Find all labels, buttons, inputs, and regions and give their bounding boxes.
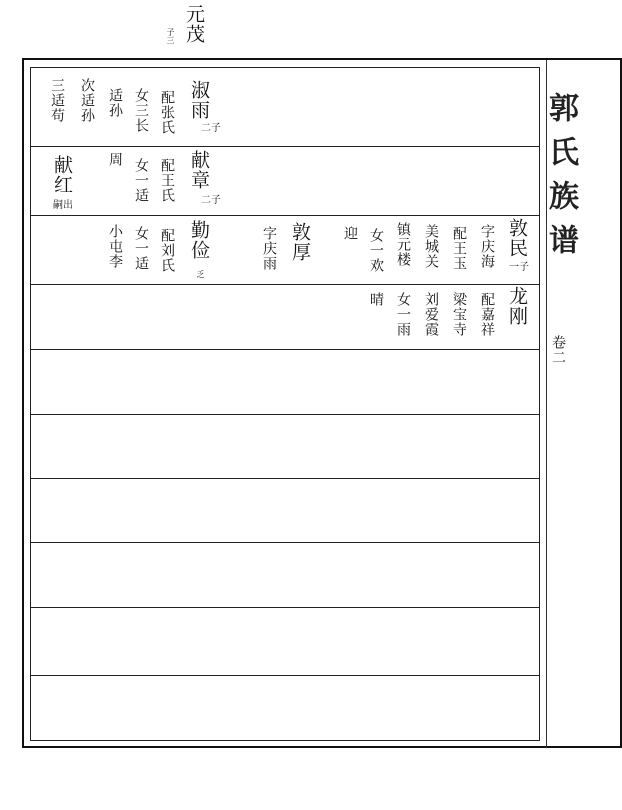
entry-name: 敦民	[506, 218, 528, 258]
entry-daughter-spouse: 小屯李	[107, 224, 123, 269]
row-divider	[30, 542, 540, 543]
row-divider	[30, 478, 540, 479]
entry-daughter: 女三长	[133, 88, 149, 133]
entry-spouse: 配张氏	[159, 90, 175, 135]
row-divider	[30, 675, 540, 676]
descendant-note: 嗣出	[53, 200, 73, 211]
entry-sons: 一子	[509, 262, 529, 273]
entry-daughter-spouse: 镇元楼	[395, 222, 411, 267]
entry-daughter-2: 次适孙	[79, 78, 95, 123]
entry-courtesy-name: 字庆海	[479, 224, 495, 269]
ancestor-sons-note: 子三	[166, 28, 175, 44]
entry-name: 勤俭	[188, 220, 210, 260]
row-divider	[30, 414, 540, 415]
son-daughter-end: 晴	[368, 292, 384, 307]
son-spouse: 配嘉祥	[479, 292, 495, 337]
entry-daughter: 女一适	[133, 226, 149, 271]
entry-courtesy-name: 字庆雨	[261, 226, 277, 271]
son-spouse-name: 刘爱霞	[423, 292, 439, 337]
ancestor-name: 元茂	[183, 4, 205, 44]
row-divider	[30, 349, 540, 350]
entry-name: 淑雨	[188, 80, 210, 120]
entry-daughter: 女一欢	[368, 228, 384, 273]
entry-note: 乏	[196, 270, 205, 278]
entry-daughter-spouse: 适孙	[107, 88, 123, 118]
entry-daughter-spouse: 周	[107, 152, 123, 167]
row-divider	[30, 215, 540, 216]
entry-spouse-origin: 美城关	[423, 224, 439, 269]
entry-daughter-3: 三适苟	[49, 78, 65, 123]
entry-name: 献章	[188, 150, 210, 190]
entry-sons: 二子	[201, 123, 221, 134]
binding-title: 郭氏族谱	[543, 92, 578, 268]
descendant-name: 献红	[51, 155, 73, 195]
son-spouse-origin: 梁宝寺	[451, 292, 467, 337]
entry-daughter: 女一适	[133, 158, 149, 203]
row-divider	[30, 284, 540, 285]
entry-spouse: 配刘氏	[159, 228, 175, 273]
binding-volume: 卷二	[550, 335, 566, 365]
entry-name: 敦厚	[289, 222, 311, 262]
row-divider	[30, 607, 540, 608]
son-daughter: 女一雨	[395, 292, 411, 337]
entry-ying: 迎	[342, 226, 358, 241]
entry-spouse: 配王氏	[159, 158, 175, 203]
row-divider	[30, 146, 540, 147]
entry-sons: 二子	[201, 195, 221, 206]
entry-spouse: 配王玉	[451, 226, 467, 271]
page-frame-inner	[30, 67, 540, 741]
son-name: 龙刚	[506, 286, 528, 326]
